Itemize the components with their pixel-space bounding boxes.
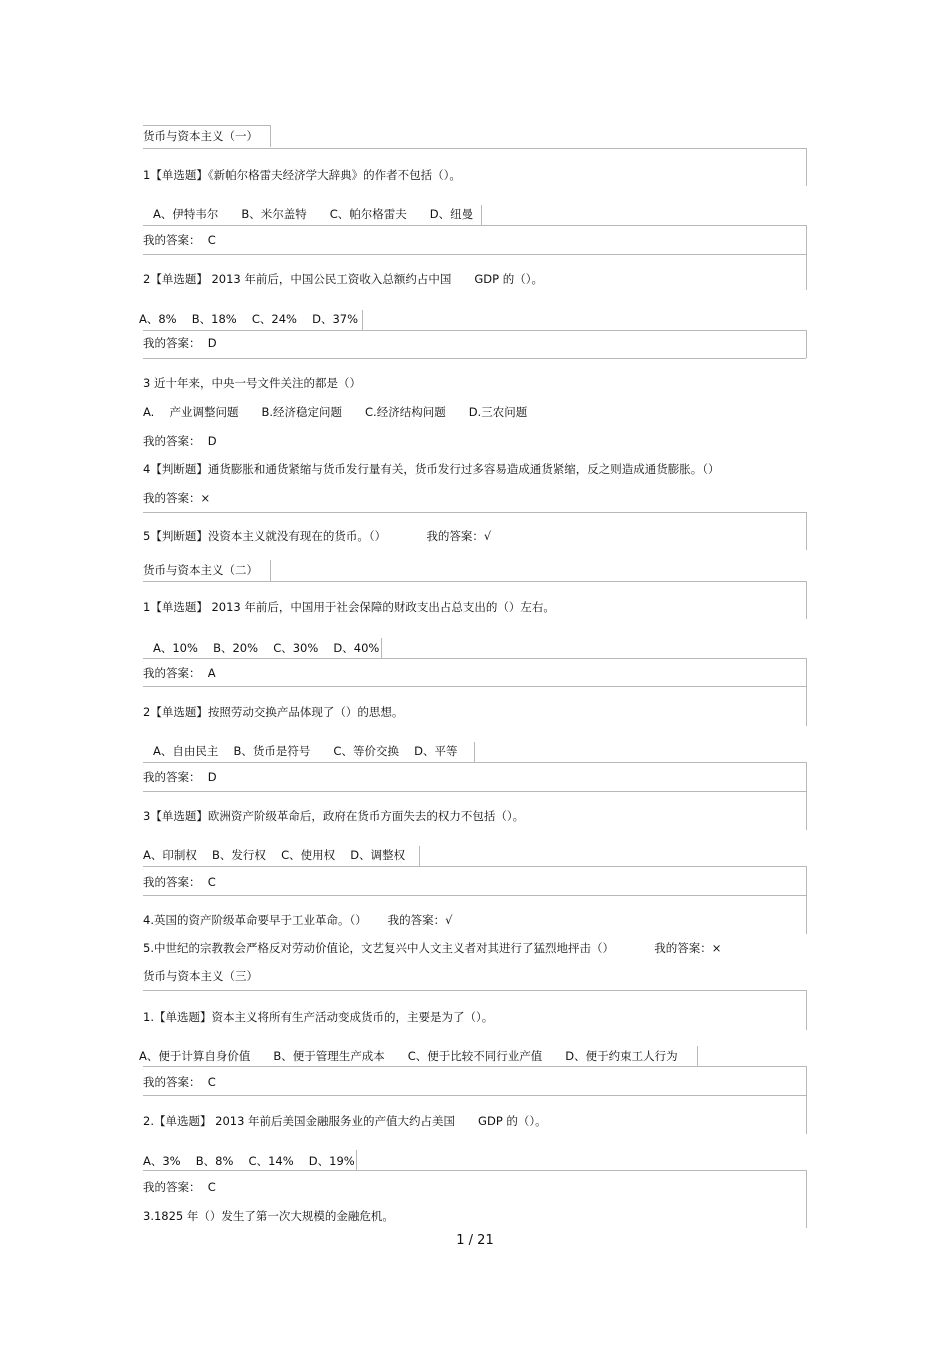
- question-options: A、10% B、20% C、30% D、40%: [153, 641, 380, 655]
- border-line: [143, 1170, 806, 1171]
- border-line: [356, 1150, 357, 1170]
- border-line: [697, 1046, 698, 1066]
- border-line: [806, 225, 807, 290]
- question-text: 3【单选题】欧洲资产阶级革命后，政府在货币方面失去的权力不包括（）。: [143, 809, 525, 823]
- question-options: A、便于计算自身价值 B、便于管理生产成本 C、便于比较不同行业产值 D、便于约束工人行为: [139, 1049, 678, 1063]
- question-options: A、8% B、18% C、24% D、37%: [139, 312, 359, 326]
- answer-line: 我的答案： C: [143, 1075, 216, 1089]
- border-line: [143, 1066, 806, 1067]
- border-line: [143, 148, 806, 149]
- question-text: 2【单选题】 2013 年前后，中国公民工资收入总额约占中国 GDP 的（）。: [143, 272, 543, 286]
- question-text: 1【单选题】《新帕尔格雷夫经济学大辞典》的作者不包括（）。: [143, 168, 461, 182]
- answer-line: 我的答案： A: [143, 666, 216, 680]
- border-line: [143, 866, 806, 867]
- border-line: [143, 512, 806, 513]
- section-title-2: 货币与资本主义（二）: [143, 563, 258, 577]
- question-text: 1【单选题】 2013 年前后，中国用于社会保障的财政支出占总支出的（）左右。: [143, 600, 555, 614]
- border-line: [806, 512, 807, 550]
- page-number: 1 / 21: [456, 1233, 494, 1248]
- border-line: [806, 330, 807, 358]
- border-line: [419, 846, 420, 866]
- border-line: [806, 581, 807, 619]
- question-options: A、自由民主 B、货币是符号 C、等价交换 D、平等: [153, 744, 458, 758]
- question-text: 1.【单选题】资本主义将所有生产活动变成货币的，主要是为了（）。: [143, 1010, 494, 1024]
- border-line: [143, 762, 806, 763]
- border-line: [143, 791, 806, 792]
- answer-line: 我的答案： C: [143, 1180, 216, 1194]
- question-options: A、伊特韦尔 B、米尔盖特 C、帕尔格雷夫 D、纽曼: [153, 207, 474, 221]
- question-text: 3 近十年来，中央一号文件关注的都是（）: [143, 376, 361, 390]
- border-line: [143, 686, 806, 687]
- section-title-1: 货币与资本主义（一）: [143, 129, 258, 143]
- answer-line: 我的答案：×: [143, 491, 211, 505]
- border-line: [270, 125, 271, 147]
- question-options: A. 产业调整问题 B.经济稳定问题 C.经济结构问题 D.三农问题: [143, 405, 528, 419]
- border-line: [474, 742, 475, 762]
- question-text: 4【判断题】通货膨胀和通货紧缩与货币发行量有关，货币发行过多容易造成通货紧缩，反之则造成通货膨胀。（）: [143, 462, 720, 476]
- border-line: [806, 1066, 807, 1134]
- question-text: 5【判断题】没资本主义就没有现在的货币。（） 我的答案：√: [143, 529, 492, 543]
- answer-line: 我的答案： D: [143, 770, 217, 784]
- question-text: 2.【单选题】 2013 年前后美国金融服务业的产值大约占美国 GDP 的（）。: [143, 1114, 547, 1128]
- border-line: [270, 560, 271, 582]
- border-line: [806, 148, 807, 186]
- border-line: [143, 895, 806, 896]
- border-line: [806, 658, 807, 726]
- answer-line: 我的答案： C: [143, 233, 216, 247]
- section-title-3: 货币与资本主义（三）: [143, 969, 258, 983]
- border-line: [143, 1095, 806, 1096]
- border-line: [143, 358, 806, 359]
- question-text: 4.英国的资产阶级革命要早于工业革命。（） 我的答案：√: [143, 913, 453, 927]
- answer-line: 我的答案： D: [143, 336, 217, 350]
- border-line: [806, 866, 807, 934]
- border-line: [806, 990, 807, 1030]
- border-line: [806, 762, 807, 830]
- question-text: 2【单选题】按照劳动交换产品体现了（）的思想。: [143, 705, 404, 719]
- question-text: 3.1825 年（）发生了第一次大规模的金融危机。: [143, 1209, 394, 1223]
- question-options: A、3% B、8% C、14% D、19%: [143, 1154, 355, 1168]
- answer-line: 我的答案： C: [143, 875, 216, 889]
- border-line: [143, 254, 806, 255]
- border-line: [143, 225, 806, 226]
- border-line: [143, 125, 271, 126]
- question-text: 5.中世纪的宗教教会严格反对劳动价值论，文艺复兴中人文主义者对其进行了猛烈地抨击（） 我的答案：×: [143, 941, 722, 955]
- border-line: [481, 205, 482, 225]
- border-line: [143, 990, 806, 991]
- border-line: [806, 1170, 807, 1228]
- border-line: [362, 310, 363, 330]
- answer-line: 我的答案： D: [143, 434, 217, 448]
- question-options: A、印制权 B、发行权 C、使用权 D、调整权: [143, 848, 406, 862]
- border-line: [381, 638, 382, 658]
- border-line: [143, 330, 806, 331]
- border-line: [143, 658, 806, 659]
- border-line: [143, 581, 806, 582]
